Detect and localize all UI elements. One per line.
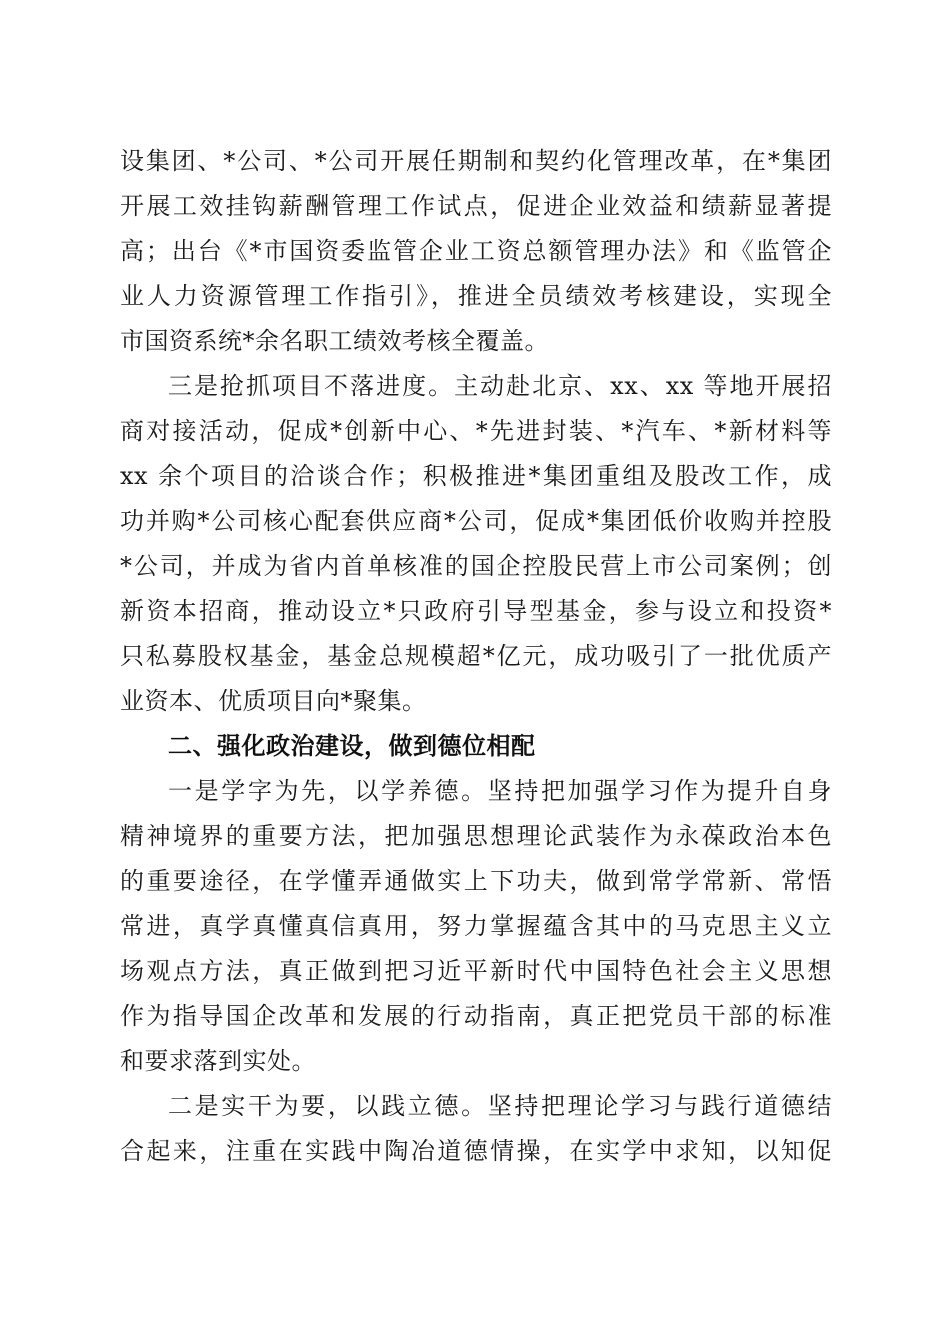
- text-line: 高；出台《*市国资委监管企业工资总额管理办法》和《监管企: [120, 237, 832, 265]
- paragraph-first-line: 二是实干为要，以践立德。坚持把理论学习与践行道德结: [168, 1092, 832, 1120]
- text-line: 业资本、优质项目向*聚集。: [120, 687, 427, 715]
- paragraph-first-line: 三是抢抓项目不落进度。主动赴北京、xx、xx 等地开展招: [168, 372, 832, 400]
- text-line: 场观点方法，真正做到把习近平新时代中国特色社会主义思想: [120, 957, 832, 985]
- text-line: *公司，并成为省内首单核准的国企控股民营上市公司案例；创: [120, 552, 832, 580]
- text-line: 常进，真学真懂真信真用，努力掌握蕴含其中的马克思主义立: [120, 912, 832, 940]
- text-line: 作为指导国企改革和发展的行动指南，真正把党员干部的标准: [120, 1002, 832, 1030]
- text-line: xx 余个项目的洽谈合作；积极推进*集团重组及股改工作，成: [120, 462, 832, 490]
- text-line: 业人力资源管理工作指引》，推进全员绩效考核建设，实现全: [120, 282, 832, 310]
- text-line: 合起来，注重在实践中陶冶道德情操，在实学中求知，以知促: [120, 1137, 832, 1165]
- text-line: 市国资系统*余名职工绩效考核全覆盖。: [120, 327, 549, 355]
- section-heading: 二、强化政治建设，做到德位相配: [168, 732, 536, 760]
- text-line: 开展工效挂钩薪酬管理工作试点，促进企业效益和绩薪显著提: [120, 192, 832, 220]
- paragraph-first-line: 一是学字为先，以学养德。坚持把加强学习作为提升自身: [168, 777, 832, 805]
- text-line: 的重要途径，在学懂弄通做实上下功夫，做到常学常新、常悟: [120, 867, 832, 895]
- text-line: 功并购*公司核心配套供应商*公司，促成*集团低价收购并控股: [120, 507, 832, 535]
- text-line: 精神境界的重要方法，把加强思想理论武装作为永葆政治本色: [120, 822, 832, 850]
- text-line: 设集团、*公司、*公司开展任期制和契约化管理改革，在*集团: [120, 147, 832, 175]
- text-line: 和要求落到实处。: [120, 1047, 316, 1075]
- text-line: 只私募股权基金，基金总规模超*亿元，成功吸引了一批优质产: [120, 642, 832, 670]
- text-line: 商对接活动，促成*创新中心、*先进封装、*汽车、*新材料等: [120, 417, 832, 445]
- text-line: 新资本招商，推动设立*只政府引导型基金，参与设立和投资*: [120, 597, 832, 625]
